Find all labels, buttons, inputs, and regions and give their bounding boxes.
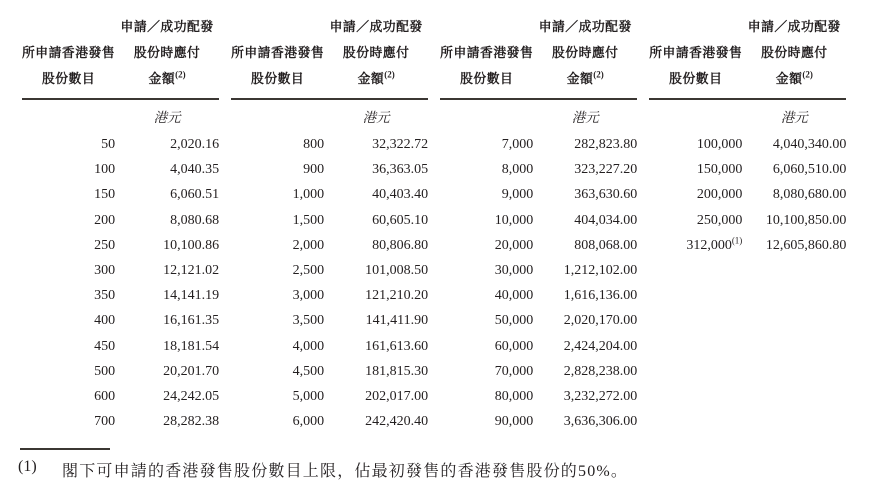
table-row (440, 258, 637, 283)
table-row (231, 132, 428, 157)
amount-cell: 4,040,340.00 (772, 137, 847, 152)
shares-cell: 300 (94, 263, 116, 279)
shares-cell: 1,000 (292, 187, 325, 203)
amount-cell: 10,100,850.00 (765, 212, 847, 228)
table-row (440, 157, 637, 182)
column-header-line: 股份數目 (460, 72, 514, 86)
currency-label: 港元 (780, 110, 808, 125)
shares-column-header (440, 14, 533, 100)
shares-cell: 7,000 (501, 137, 534, 152)
column-header-line: 申請／成功配發 (747, 20, 841, 34)
amount-cell: 18,181.54 (163, 338, 220, 354)
column-header-line: 股份數目 (251, 72, 305, 86)
amount-cell: 2,424,204.00 (563, 338, 638, 354)
amount-column-header (115, 14, 219, 100)
column-header-underline (649, 40, 742, 100)
table-row (440, 334, 637, 359)
column-header-line: 股份時應付 (761, 46, 828, 60)
shares-cell: 90,000 (494, 414, 534, 430)
column-header-underline (231, 40, 324, 100)
table-row (22, 409, 219, 434)
shares-cell: 80,000 (494, 389, 534, 405)
shares-cell: 3,000 (292, 288, 325, 304)
amount-cell: 2,020,170.00 (563, 313, 638, 329)
table-row (231, 258, 428, 283)
column-header-underline (324, 14, 428, 100)
amount-cell: 808,068.00 (574, 237, 638, 253)
header-row (649, 14, 846, 100)
amount-cell: 323,227.20 (574, 162, 638, 178)
shares-cell: 250 (94, 237, 116, 253)
shares-cell: 5,000 (292, 389, 325, 405)
column-header-underline (742, 14, 846, 100)
column-header-line: 金額$^{(2)}$ (566, 69, 604, 86)
amount-cell: 8,080.68 (170, 212, 220, 228)
table-group-head (440, 14, 637, 100)
table-row (22, 308, 219, 333)
amount-cell: 80,806.80 (372, 237, 429, 253)
amount-column-header (742, 14, 846, 100)
amount-cell: 28,282.38 (163, 414, 220, 430)
shares-cell: 100 (94, 162, 116, 178)
amount-cell: 12,121.02 (163, 263, 220, 279)
table-row (22, 233, 219, 258)
table-row (440, 233, 637, 258)
amount-cell: 101,008.50 (365, 263, 429, 279)
amount-cell: 12,605,860.80 (765, 237, 847, 253)
amount-cell: 1,212,102.00 (563, 263, 638, 279)
column-header-line: 所申請香港發售 (231, 46, 325, 60)
column-header-line: 所申請香港發售 (649, 46, 743, 60)
column-header-line: 股份時應付 (133, 46, 201, 60)
shares-cell: 150 (94, 187, 116, 203)
footnote-reference: (2) (384, 69, 395, 80)
amount-cell: 242,420.40 (365, 414, 429, 430)
table-row (231, 157, 428, 182)
shares-cell: 450 (94, 338, 116, 354)
table-group-body (22, 100, 219, 434)
table-row (649, 157, 846, 182)
shares-cell: 4,000 (292, 338, 325, 354)
offer-table-group-3 (440, 14, 637, 434)
amount-column-header (533, 14, 637, 100)
table-group-head (649, 14, 846, 100)
column-header-line: 股份時應付 (551, 46, 619, 60)
table-row (231, 384, 428, 409)
table-row (22, 384, 219, 409)
amount-cell: 6,060.51 (170, 187, 220, 203)
shares-column-header (231, 14, 324, 100)
amount-cell: 2,020.16 (170, 137, 220, 152)
currency-empty-cell (22, 100, 115, 132)
amount-cell: 6,060,510.00 (772, 162, 847, 178)
table-row (231, 208, 428, 233)
table-group-body (649, 100, 846, 258)
column-header-line: 所申請香港發售 (22, 46, 116, 60)
table-row (231, 334, 428, 359)
shares-column-header (649, 14, 742, 100)
table-row (440, 283, 637, 308)
footnote-text: 閣下可申請的香港發售股份數目上限，佔最初發售的香港發售股份的50%。 (62, 463, 629, 481)
table-row (649, 208, 846, 233)
amount-cell: 8,080,680.00 (772, 187, 847, 203)
column-header-underline (22, 40, 115, 100)
column-header-underline (533, 14, 637, 100)
amount-cell: 3,232,272.00 (563, 389, 638, 405)
shares-cell: 200,000 (696, 187, 743, 203)
amount-cell: 60,605.10 (372, 212, 429, 228)
shares-cell: 70,000 (494, 363, 534, 379)
column-header-line: 金額$^{(2)}$ (148, 69, 186, 86)
column-header-line: 股份時應付 (342, 46, 410, 60)
amount-cell: 404,034.00 (574, 212, 638, 228)
amount-cell: 36,363.05 (372, 162, 429, 178)
table-row (440, 208, 637, 233)
shares-cell: 800 (303, 137, 325, 152)
amount-cell: 16,161.35 (163, 313, 220, 329)
footnote-reference: (1) (731, 235, 743, 246)
amount-cell: 121,210.20 (365, 288, 429, 304)
shares-cell: 4,500 (292, 363, 325, 379)
table-row (22, 283, 219, 308)
currency-empty-cell (231, 100, 324, 132)
amount-cell: 10,100.86 (163, 237, 220, 253)
hk-offer-shares-payment-table (22, 14, 883, 434)
column-header-line: 股份數目 (41, 72, 96, 86)
shares-cell: 700 (94, 414, 116, 430)
table-group-head (22, 14, 219, 100)
table-row (22, 182, 219, 207)
currency-label: 港元 (362, 110, 390, 125)
currency-empty-cell (649, 100, 742, 132)
table-row (440, 384, 637, 409)
table-row (231, 359, 428, 384)
column-header-line: 申請／成功配發 (538, 20, 632, 34)
table-row (649, 132, 846, 157)
table-row (440, 359, 637, 384)
table-group-body (440, 100, 637, 434)
amount-cell: 20,201.70 (163, 363, 220, 379)
column-header-line: 股份數目 (669, 72, 723, 86)
column-header-underline (440, 40, 533, 100)
offer-table-group-2 (231, 14, 428, 434)
shares-column-header (22, 14, 115, 100)
currency-row (22, 100, 219, 132)
shares-cell: 6,000 (292, 414, 325, 430)
column-header-underline (115, 14, 219, 100)
shares-cell: 150,000 (696, 162, 743, 178)
amount-cell: 40,403.40 (372, 187, 429, 203)
table-group-body (231, 100, 428, 434)
shares-cell: 3,500 (292, 313, 325, 329)
shares-cell: 40,000 (494, 288, 534, 304)
column-header-line: 金額$^{(2)}$ (775, 69, 813, 86)
currency-row (649, 100, 846, 132)
footnote-marker: (1) (18, 458, 37, 476)
table-row (440, 409, 637, 434)
shares-cell: 9,000 (501, 187, 534, 203)
shares-cell: 30,000 (494, 263, 534, 279)
currency-row (231, 100, 428, 132)
table-row (22, 334, 219, 359)
amount-cell: 141,411.90 (365, 313, 429, 329)
shares-cell: 50 (101, 137, 116, 152)
amount-column-header (324, 14, 428, 100)
column-header-line: 申請／成功配發 (120, 20, 214, 34)
table-row (22, 359, 219, 384)
shares-cell: 900 (303, 162, 325, 178)
amount-cell: 14,141.19 (163, 288, 220, 304)
table-row (231, 182, 428, 207)
column-header-line: 申請／成功配發 (329, 20, 423, 34)
table-row (649, 182, 846, 207)
shares-cell: 1,500 (292, 212, 325, 228)
footnote (18, 448, 883, 481)
footnote-reference: (2) (593, 69, 604, 80)
footnote-line (18, 458, 883, 481)
shares-cell: 250,000 (696, 212, 743, 228)
shares-cell: 10,000 (494, 212, 534, 228)
footnote-divider (20, 448, 110, 450)
offer-table-group-4 (649, 14, 846, 258)
footnote-reference: (2) (175, 69, 186, 80)
shares-cell: 350 (94, 288, 116, 304)
currency-label: 港元 (571, 110, 599, 125)
amount-cell: 3,636,306.00 (563, 414, 638, 430)
table-row (440, 132, 637, 157)
table-row (22, 157, 219, 182)
amount-cell: 4,040.35 (170, 162, 220, 178)
currency-label: 港元 (153, 110, 181, 125)
currency-row (440, 100, 637, 132)
amount-cell: 161,613.60 (365, 338, 429, 354)
amount-cell: 2,828,238.00 (563, 363, 638, 379)
shares-cell: 2,000 (292, 237, 325, 253)
shares-cell: 500 (94, 363, 116, 379)
header-row (440, 14, 637, 100)
table-row (22, 258, 219, 283)
column-header-line: 金額$^{(2)}$ (357, 69, 395, 86)
shares-cell: 312,000$^{(1)}$ (686, 235, 743, 253)
shares-cell: 8,000 (501, 162, 534, 178)
footnote-reference: (2) (802, 69, 813, 80)
amount-cell: 32,322.72 (372, 137, 429, 152)
shares-cell: 400 (94, 313, 116, 329)
table-row (231, 308, 428, 333)
table-row (231, 283, 428, 308)
table-row (22, 132, 219, 157)
shares-cell: 50,000 (494, 313, 534, 329)
table-row (231, 233, 428, 258)
currency-empty-cell (440, 100, 533, 132)
table-row (22, 208, 219, 233)
amount-cell: 363,630.60 (574, 187, 638, 203)
amount-cell: 202,017.00 (365, 389, 429, 405)
shares-cell: 600 (94, 389, 116, 405)
table-row (649, 233, 846, 258)
shares-cell: 60,000 (494, 338, 534, 354)
amount-cell: 24,242.05 (163, 389, 220, 405)
header-row (231, 14, 428, 100)
shares-cell: 20,000 (494, 237, 534, 253)
table-row (440, 308, 637, 333)
offer-table-group-1 (22, 14, 219, 434)
table-row (231, 409, 428, 434)
amount-cell: 1,616,136.00 (563, 288, 638, 304)
shares-cell: 2,500 (292, 263, 325, 279)
shares-cell: 200 (94, 212, 116, 228)
amount-cell: 181,815.30 (365, 363, 429, 379)
column-header-line: 所申請香港發售 (440, 46, 534, 60)
table-group-head (231, 14, 428, 100)
table-row (440, 182, 637, 207)
amount-cell: 282,823.80 (574, 137, 638, 152)
header-row (22, 14, 219, 100)
shares-cell: 100,000 (696, 137, 743, 152)
